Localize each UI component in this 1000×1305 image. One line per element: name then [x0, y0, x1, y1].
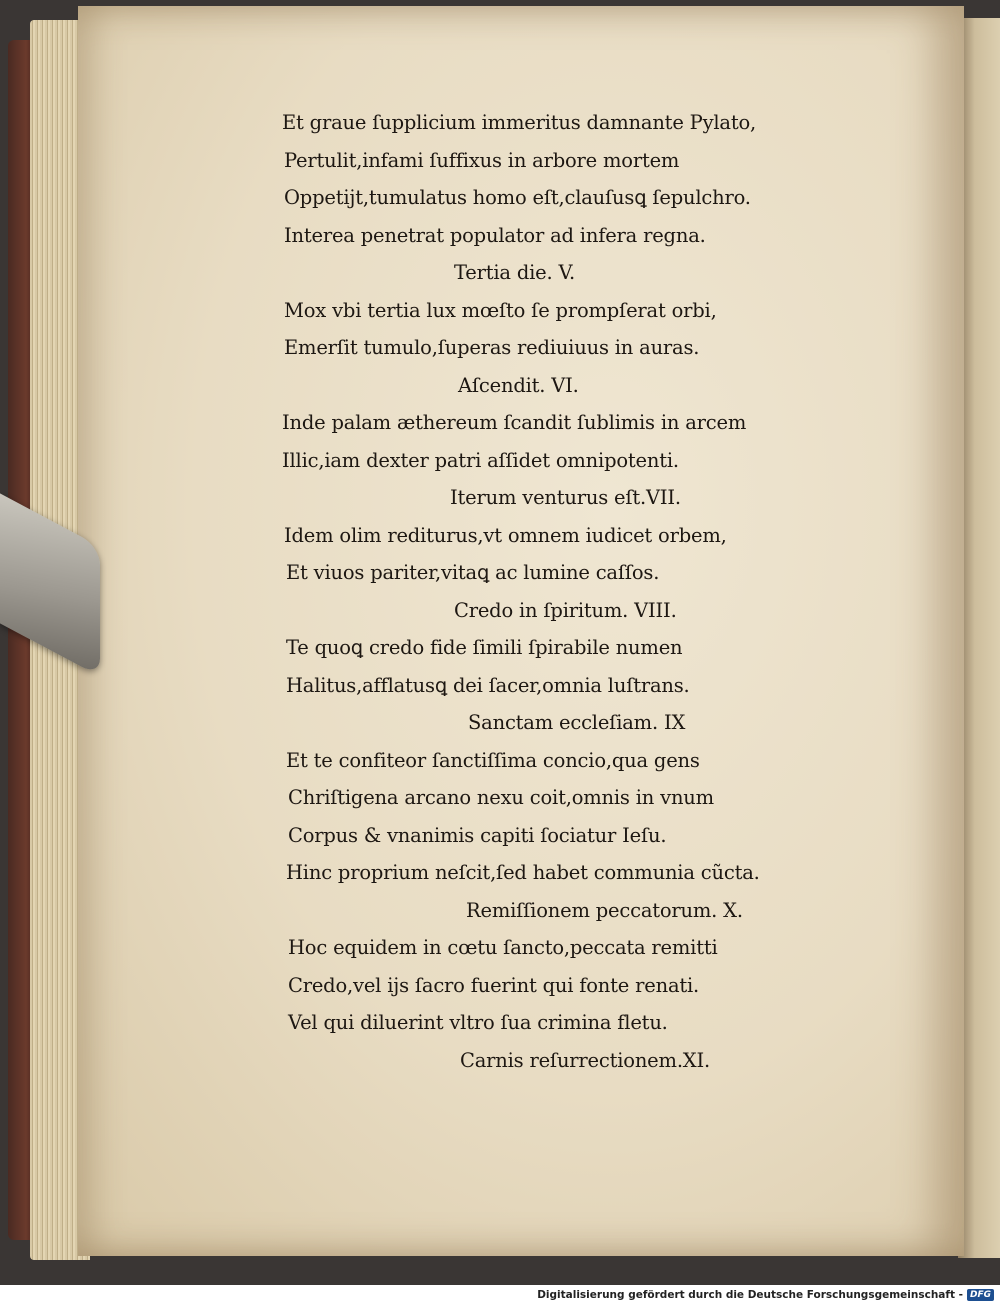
text-line: Illic,iam dexter patri aſſidet omnipotenti.: [282, 448, 679, 472]
dfg-logo: DFG: [967, 1289, 994, 1301]
text-line: Corpus & vnanimis capiti ſociatur Ieſu.: [288, 823, 667, 847]
section-heading: Aſcendit. VI.: [458, 373, 579, 397]
text-line: Et viuos pariter,vitaꝗ ac lumine caſſos.: [286, 561, 660, 584]
text-line: Te quoꝗ credo fide ſimili ſpirabile numen: [286, 636, 683, 659]
text-line: Halitus,afflatusꝗ dei ſacer,omnia luſtrans.: [286, 673, 690, 697]
text-line: Et graue ſupplicium immeritus damnante Pylato,: [282, 111, 757, 134]
text-line: Idem olim rediturus,vt omnem iudicet orbem,: [284, 523, 727, 547]
text-line: Interea penetrat populator ad infera regna.: [284, 223, 706, 247]
section-heading: Remiſſionem peccatorum. X.: [466, 898, 743, 922]
facing-page-edge: [958, 18, 1000, 1258]
text-line: Et te confiteor ſanctiſſima concio,qua gens: [286, 748, 700, 772]
page-text: [282, 104, 842, 1079]
text-line: Chriſtigena arcano nexu coit,omnis in vnum: [288, 786, 714, 809]
digitization-credit-bar: [0, 1285, 1000, 1305]
section-heading: Sanctam eccleſiam. IX: [468, 711, 686, 734]
text-line: Credo,vel ijs ſacro fuerint qui fonte renati.: [288, 973, 700, 997]
section-heading: Tertia die. V.: [454, 261, 575, 284]
text-line: Pertulit,infami ſuffixus in arbore mortem: [284, 148, 680, 172]
text-line: Hinc proprium neſcit,ſed habet communia cũcta.: [286, 861, 760, 884]
text-line: Hoc equidem in cœtu ſancto,peccata remitti: [288, 936, 718, 959]
text-line: Emerſit tumulo,ſuperas rediuiuus in auras.: [284, 336, 700, 359]
section-heading: Iterum venturus eſt.VII.: [450, 486, 681, 509]
text-line: Mox vbi tertia lux mœſto ſe prompſerat orbi,: [284, 298, 717, 322]
section-heading: Carnis reſurrectionem.XI.: [460, 1048, 710, 1072]
digitization-credit: Digitalisierung gefördert durch die Deutsche Forschungsgemeinschaft -: [537, 1289, 963, 1301]
text-line: Oppetijt,tumulatus homo eſt,clauſusꝗ ſepulchro.: [284, 186, 751, 209]
text-line: Inde palam æthereum ſcandit ſublimis in arcem: [282, 411, 747, 434]
section-heading: Credo in ſpiritum. VIII.: [454, 598, 677, 622]
text-line: Vel qui diluerint vltro ſua crimina fletu.: [288, 1011, 668, 1034]
